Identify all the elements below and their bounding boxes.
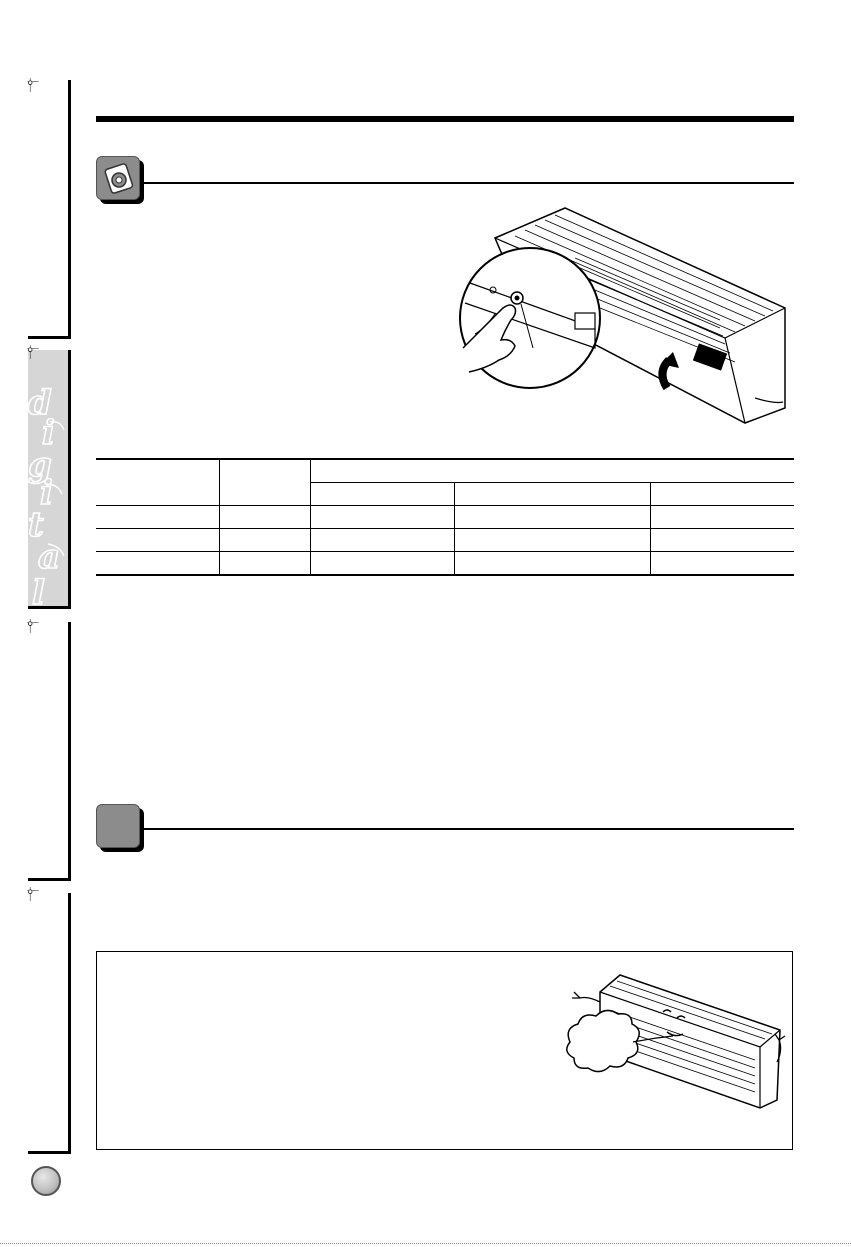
svg-text:i: i [40,473,53,513]
svg-text:i: i [42,413,55,453]
spec-table [96,458,794,576]
table-row [96,552,794,576]
section-2-rule [140,828,794,830]
indoor-unit-cartoon-illustration [555,972,787,1110]
table-cell [650,552,794,576]
svg-text:l: l [32,573,45,607]
table-cell [454,483,650,506]
table-cell [650,506,794,529]
table-cell [454,529,650,552]
crop-mark-icon [26,619,40,633]
table-cell [310,506,454,529]
svg-text:t: t [28,505,44,545]
crop-mark-icon [26,78,40,92]
table-cell [219,552,310,576]
indoor-unit-button-press-illustration [455,198,797,426]
table-cell [96,506,219,529]
table-cell [219,506,310,529]
page-top-rule [96,116,794,122]
fan-unit-icon [97,157,141,201]
table-cell [650,483,794,506]
table-cell [454,552,650,576]
svg-text:g: g [28,445,52,485]
side-tab-decoration-icon [28,372,68,607]
table-cell [96,529,219,552]
table-cell [96,459,219,506]
table-cell [219,459,310,506]
section-1-badge [96,156,140,200]
table-row [96,459,794,483]
side-tab-4 [28,893,71,1154]
table-cell [96,552,219,576]
svg-text:d: d [28,383,52,423]
crop-mark-icon [26,887,40,901]
side-tab-3 [28,622,71,881]
table-row [96,506,794,529]
bottom-dotted-rule [0,1243,851,1244]
section-2-badge [96,804,140,848]
page-number-badge [31,1166,61,1196]
table-cell [650,529,794,552]
table-row [96,529,794,552]
table-cell [219,529,310,552]
crop-mark-icon [26,345,40,359]
table-cell [310,483,454,506]
table-cell [310,529,454,552]
table-cell [310,459,794,483]
svg-text:a: a [38,537,61,577]
section-1-rule [140,182,794,184]
side-tab-1 [28,80,71,339]
table-cell [310,552,454,576]
table-cell [454,506,650,529]
